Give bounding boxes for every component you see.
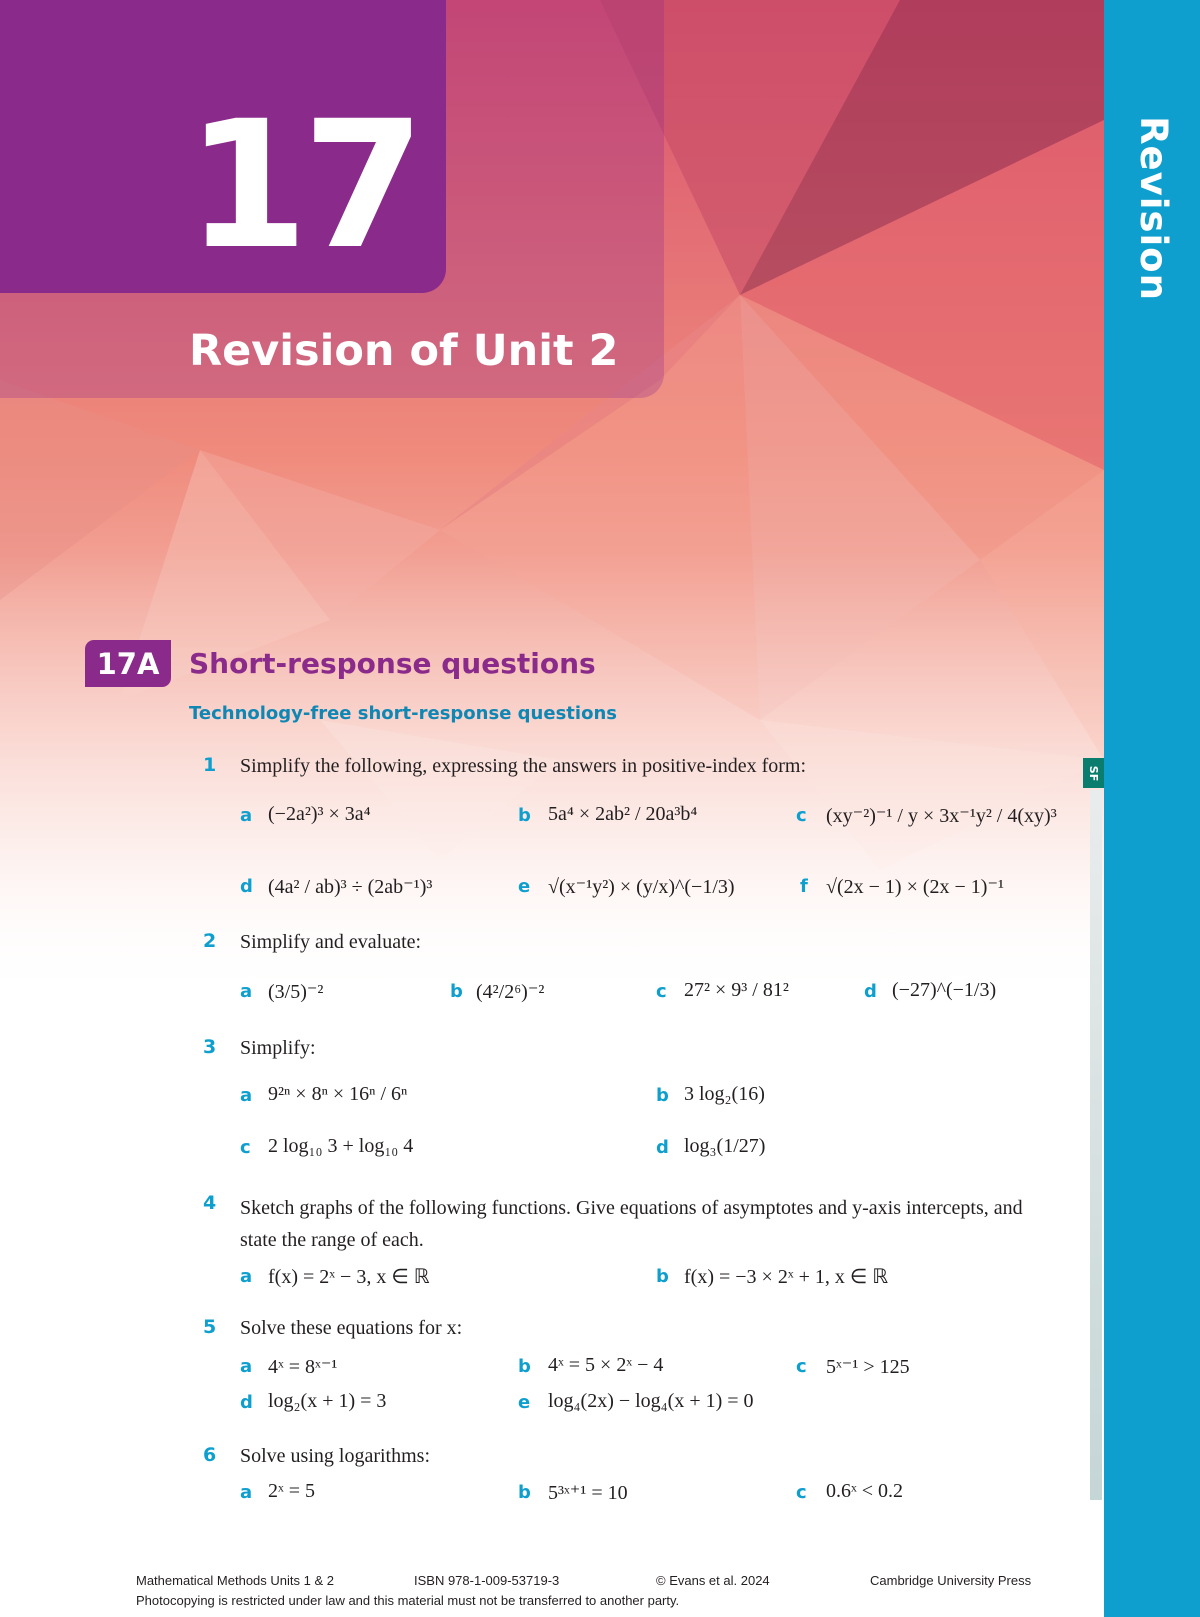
part-expression: log₃(1/27) bbox=[684, 1135, 766, 1157]
section-subtitle: Technology-free short-response questions bbox=[189, 703, 617, 724]
part-expression: 4ˣ = 8ˣ⁻¹ bbox=[268, 1356, 338, 1378]
part-expression: 9²ⁿ × 8ⁿ × 16ⁿ / 6ⁿ bbox=[268, 1083, 408, 1105]
part-label: c bbox=[796, 1356, 807, 1377]
question-text: Solve these equations for x: bbox=[240, 1317, 463, 1339]
question-number: 5 bbox=[203, 1316, 217, 1338]
part-label: d bbox=[240, 876, 253, 897]
part-expression: √(x⁻¹y²) × (y/x)^(−1/3) bbox=[548, 876, 735, 898]
part-label: c bbox=[796, 805, 807, 826]
chapter-title: Revision of Unit 2 bbox=[189, 326, 619, 376]
part-expression: 4ˣ = 5 × 2ˣ − 4 bbox=[548, 1354, 664, 1376]
part-label: d bbox=[656, 1137, 669, 1158]
question-number: 2 bbox=[203, 930, 217, 952]
question-number: 6 bbox=[203, 1444, 217, 1466]
footer-publisher: Cambridge University Press bbox=[870, 1573, 1032, 1588]
footer-notice: Photocopying is restricted under law and this material must not be transferred to another party. bbox=[136, 1593, 680, 1608]
part-label: b bbox=[656, 1266, 669, 1287]
section-title: Short-response questions bbox=[189, 647, 596, 680]
question-text: Simplify: bbox=[240, 1037, 316, 1059]
part-label: b bbox=[656, 1085, 669, 1106]
sf-tag-label: SF bbox=[1087, 765, 1100, 781]
footer-isbn: ISBN 978-1-009-53719-3 bbox=[414, 1573, 560, 1588]
part-expression: 3 log₂(16) bbox=[684, 1083, 765, 1105]
footer-book-title: Mathematical Methods Units 1 & 2 bbox=[136, 1573, 334, 1588]
part-label: e bbox=[518, 876, 531, 897]
part-expression: √(2x − 1) × (2x − 1)⁻¹ bbox=[826, 876, 1005, 898]
part-label: e bbox=[518, 1392, 531, 1413]
part-expression: f(x) = 2ˣ − 3, x ∈ ℝ bbox=[268, 1266, 430, 1288]
part-expression: 5ˣ⁻¹ > 125 bbox=[826, 1356, 910, 1378]
part-expression: log₂(x + 1) = 3 bbox=[268, 1390, 387, 1412]
part-label: b bbox=[518, 805, 531, 826]
part-label: c bbox=[240, 1137, 251, 1158]
part-expression: (xy⁻²)⁻¹ / y × 3x⁻¹y² / 4(xy)³ bbox=[826, 805, 1057, 827]
part-label: a bbox=[240, 1356, 253, 1377]
part-expression: (4a² / ab)³ ÷ (2ab⁻¹)³ bbox=[268, 876, 433, 898]
chapter-number: 17 bbox=[186, 83, 419, 288]
sf-margin-bar bbox=[1090, 790, 1102, 1500]
part-label: d bbox=[864, 981, 877, 1002]
part-expression: 2ˣ = 5 bbox=[268, 1480, 316, 1502]
part-expression: (3/5)⁻² bbox=[268, 981, 324, 1003]
sf-tag bbox=[1083, 758, 1104, 788]
question-number: 3 bbox=[203, 1036, 217, 1058]
part-expression: 27² × 9³ / 81² bbox=[684, 979, 789, 1001]
part-expression: log₄(2x) − log₄(x + 1) = 0 bbox=[548, 1390, 754, 1412]
part-label: c bbox=[796, 1482, 807, 1503]
part-label: b bbox=[518, 1482, 531, 1503]
part-expression: f(x) = −3 × 2ˣ + 1, x ∈ ℝ bbox=[684, 1266, 889, 1288]
part-expression: 5a⁴ × 2ab² / 20a³b⁴ bbox=[548, 803, 698, 825]
section-badge: 17A bbox=[85, 640, 171, 687]
part-expression: (−2a²)³ × 3a⁴ bbox=[268, 803, 371, 825]
part-label: c bbox=[656, 981, 667, 1002]
question-number: 1 bbox=[203, 754, 217, 776]
part-expression: (4²/2⁶)⁻² bbox=[476, 981, 545, 1003]
part-label: b bbox=[450, 981, 463, 1002]
part-expression: (−27)^(−1/3) bbox=[892, 979, 997, 1001]
question-text: Solve using logarithms: bbox=[240, 1445, 430, 1467]
part-label: d bbox=[240, 1392, 253, 1413]
side-tab-label: Revision bbox=[1131, 115, 1175, 301]
side-tab-label-box bbox=[1123, 115, 1183, 301]
part-label: b bbox=[518, 1356, 531, 1377]
question-text: Sketch graphs of the following functions. Give equations of asymptotes and y-axis intercepts, and state the range of each. bbox=[240, 1197, 1023, 1251]
part-label: a bbox=[240, 1482, 253, 1503]
part-label: a bbox=[240, 1266, 253, 1287]
part-label: f bbox=[800, 876, 808, 897]
question-text: Simplify the following, expressing the answers in positive-index form: bbox=[240, 755, 807, 777]
part-label: a bbox=[240, 981, 253, 1002]
question-number: 4 bbox=[203, 1192, 217, 1214]
part-expression: 2 log₁₀ 3 + log₁₀ 4 bbox=[268, 1135, 414, 1157]
part-label: a bbox=[240, 805, 253, 826]
question-text: Simplify and evaluate: bbox=[240, 931, 422, 953]
footer-copyright: © Evans et al. 2024 bbox=[656, 1573, 770, 1588]
part-expression: 5³ˣ⁺¹ = 10 bbox=[548, 1482, 628, 1504]
part-label: a bbox=[240, 1085, 253, 1106]
part-expression: 0.6ˣ < 0.2 bbox=[826, 1480, 904, 1502]
